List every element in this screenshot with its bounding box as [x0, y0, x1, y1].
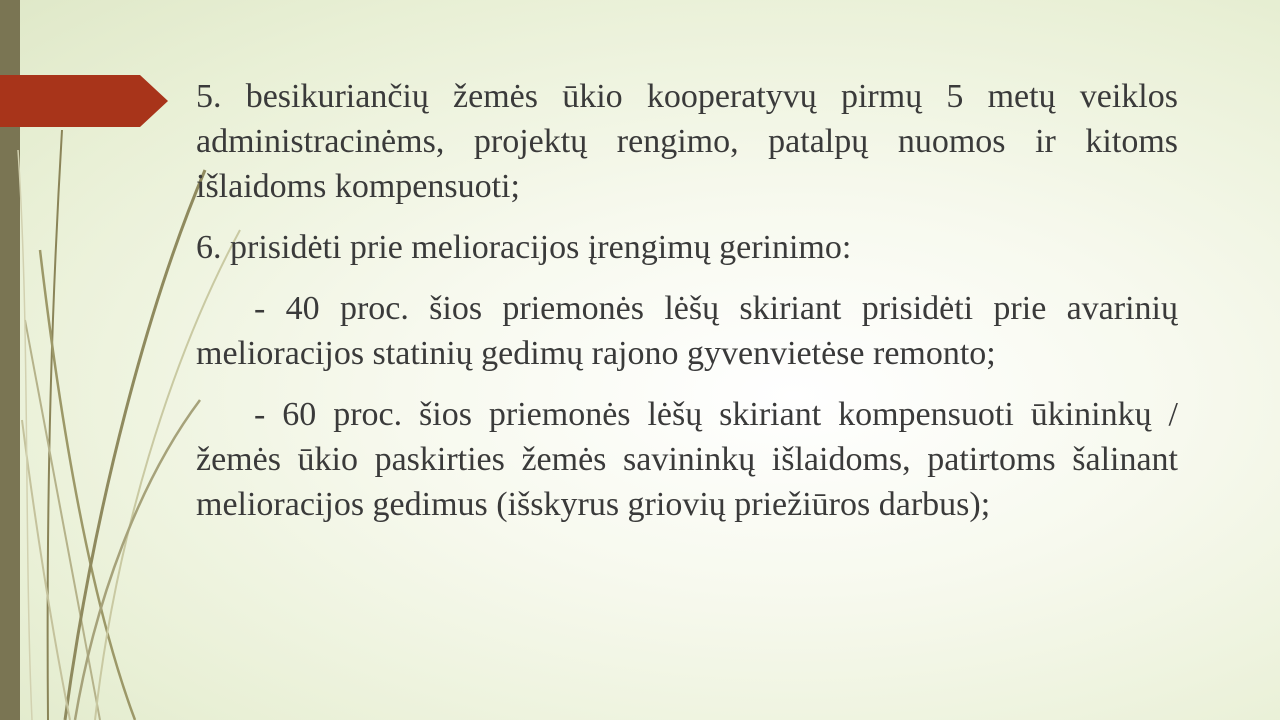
paragraph-item-6: 6. prisidėti prie melioracijos įrengimų gerinimo:	[196, 229, 852, 266]
arrow-tab-marker	[0, 75, 168, 127]
paragraph-sub-60-percent: - 60 proc. šios priemonės lėšų skiriant kompensuoti ūkininkų / žemės ūkio paskirties žemės savininkų išlaidoms, patirtoms šalinant melioracijos gedimus (išskyrus griovių priežiūros darbus);	[196, 396, 1178, 523]
slide-body	[196, 74, 1178, 543]
paragraph-sub-40-percent: - 40 proc. šios priemonės lėšų skiriant prisidėti prie avarinių melioracijos statinių gedimų rajono gyvenvietėse remonto;	[196, 290, 1178, 372]
paragraph-item-5: 5. besikuriančių žemės ūkio kooperatyvų pirmų 5 metų veiklos administracinėms, projektų rengimo, patalpų nuomos ir kitoms išlaidoms kompensuoti;	[196, 78, 1178, 205]
